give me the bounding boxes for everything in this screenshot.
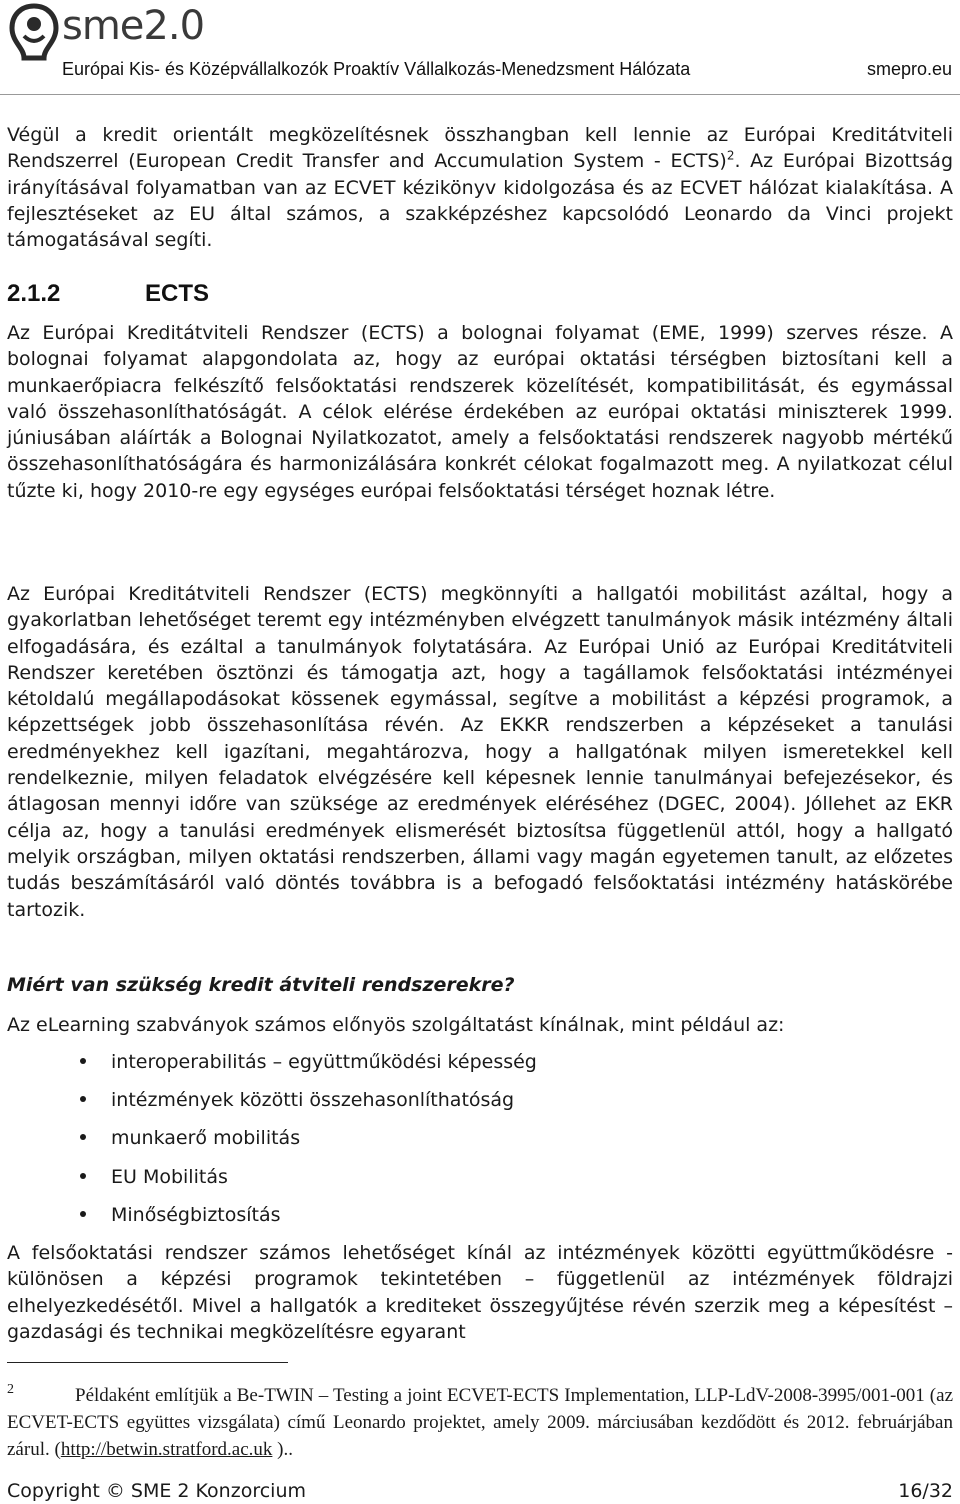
paragraph-1 <box>7 122 953 253</box>
footnote-ref: 2 <box>726 148 735 163</box>
footnote-mark: 2 <box>7 1382 14 1397</box>
page-header <box>0 0 960 96</box>
bullet-icon <box>80 1211 86 1217</box>
list-item <box>0 1084 537 1122</box>
list-item <box>0 1161 537 1199</box>
header-tagline: Európai Kis- és Középvállalkozók Proaktív Vállalkozás-Menedzsment Hálózata <box>62 59 691 79</box>
bullet-icon <box>80 1134 86 1140</box>
list-item <box>0 1122 537 1160</box>
section-heading <box>7 281 209 307</box>
logo-text: sme <box>62 3 144 49</box>
bullet-list <box>0 1046 537 1237</box>
footnote-link[interactable]: http://betwin.stratford.ac.uk <box>60 1439 273 1460</box>
section-title: ECTS <box>145 280 210 307</box>
logo-version: 2.0 <box>143 3 205 49</box>
list-item <box>0 1046 537 1084</box>
header-divider <box>0 94 960 95</box>
sme-logo-icon <box>6 2 62 64</box>
list-item <box>0 1199 537 1237</box>
footnote-divider <box>7 1362 288 1363</box>
bullet-icon <box>80 1096 86 1102</box>
bullet-icon <box>80 1058 86 1064</box>
header-site: smepro.eu <box>866 59 952 79</box>
subheading: Miért van szükség kredit átviteli rendszerekre? <box>7 974 515 996</box>
footer-copyright: Copyright © SME 2 Konzorcium <box>7 1480 306 1502</box>
logo-wordmark <box>62 4 204 48</box>
page-number: 16/32 <box>898 1480 953 1502</box>
list-item-text: munkaerő mobilitás <box>111 1127 301 1150</box>
section-number: 2.1.2 <box>7 280 61 307</box>
paragraph-5: A felsőoktatási rendszer számos lehetőséget kínál az intézmények közötti együttműködésre - különösen a képzési programok tekintetében – függetlenül az intézmények földrajzi elhelyezkedésétől. Mivel a hallgatók a krediteket összegyűjtése révén szerzik meg a képesítést – gazdasági és technikai megközelítésre egyarant <box>7 1242 953 1343</box>
footnote <box>7 1376 953 1463</box>
list-item-text: Minőségbiztosítás <box>111 1203 281 1226</box>
list-item-text: interoperabilitás – együttműködési képesség <box>111 1051 537 1073</box>
bullet-icon <box>80 1173 86 1179</box>
page-footer <box>7 1478 953 1504</box>
paragraph-1-text: Végül a kredit orientált megközelítésnek összhangban kell lennie az Európai Kreditátviteli Rendszerrel (European Credit Transfer and Accumulation System - ECTS) <box>7 124 953 173</box>
paragraph-3: Az Európai Kreditátviteli Rendszer (ECTS) megkönnyíti a hallgatói mobilitást azáltal, hogy a gyakorlatban lehetőséget teremt egy intézményben elvégzett tanulmányok másik intézmény általi elfogadására, és ezáltal a tanulmányok folytatására. Az Európai Unió az Európai Kreditátviteli Rendszer keretében ösztönzi és támogatja azt, hogy a tagállamok felsőoktatási intézményei kétoldalú megállapodásokat kössenek egymással, segítve a mobilitást a képzési programok, a képzettségek jobb összehasonlítása révén. Az EKKR rendszerben a képzéseket a tanulási eredményekhez kell igazítani, megahtározva, hogy a hallgatónak milyen ismeretekkel kell rendelkeznie, milyen feladatok elvégzésére kell képesnek lennie tanulmányai befejezésekor, és átlagosan mennyi időre van szüksége az eredmények eléréséhez (DGEC, 2004). Jóllehet az EKR célja az, hogy a tanulási eredmények elismerését biztosítsa függetlenül attól, hogy a hallgató melyik országban, milyen oktatási rendszerben, állami vagy magán egyetemen tanult, az előzetes tudás beszámításáról való döntés továbbra is a befogadó felsőoktatási intézmény hatáskörébe tartozik. <box>7 583 953 921</box>
paragraph-4: Az eLearning szabványok számos előnyös szolgáltatást kínálnak, mint például az: <box>7 1014 785 1036</box>
paragraph-2: Az Európai Kreditátviteli Rendszer (ECTS) a bolognai folyamat (EME, 1999) szerves része. A bolognai folyamat alapgondolata az, hogy az európai oktatási térségben biztosítani kell a munkaerőpiacra felkészítő felsőoktatási rendszerek közelítését, kompatibilitását, és egymással való összehasonlíthatóságát. A célok elérése érdekében az európai oktatási miniszterek 1999. júniusában aláírták a Bolognai Nyilatkozatot, amely a felsőoktatási rendszerek nagyobb mértékű összehasonlíthatóságára és harmonizálására konkrét célokat fogalmazott meg. A nyilatkozat célul tűzte ki, hogy 2010-re egy egységes európai felsőoktatási térséget hoznak létre. <box>7 322 953 502</box>
footnote-text: Példaként említjük a Be-TWIN – Testing a joint ECVET-ECTS Implementation, LLP-LdV-2008-3995/001-001 (az ECVET-ECTS együttes vizsgálata) című Leonardo projektet, amely 2009. márciusában kezdődött és 2012. februárjában zárul. ( <box>7 1385 953 1460</box>
list-item-text: EU Mobilitás <box>111 1165 228 1188</box>
list-item-text: intézmények közötti összehasonlíthatóság <box>111 1089 515 1112</box>
footnote-tail: ).. <box>272 1439 293 1460</box>
paragraph-1-text-cont: . Az Európai Bizottság irányításával folyamatban van az ECVET kézikönyv kidolgozása és az ECVET hálózat kialakítása. A fejlesztéseket az EU által számos, a szakképzéshez kapcsolódó Leonardo da Vinci projekt támogatásával segíti. <box>7 150 954 252</box>
